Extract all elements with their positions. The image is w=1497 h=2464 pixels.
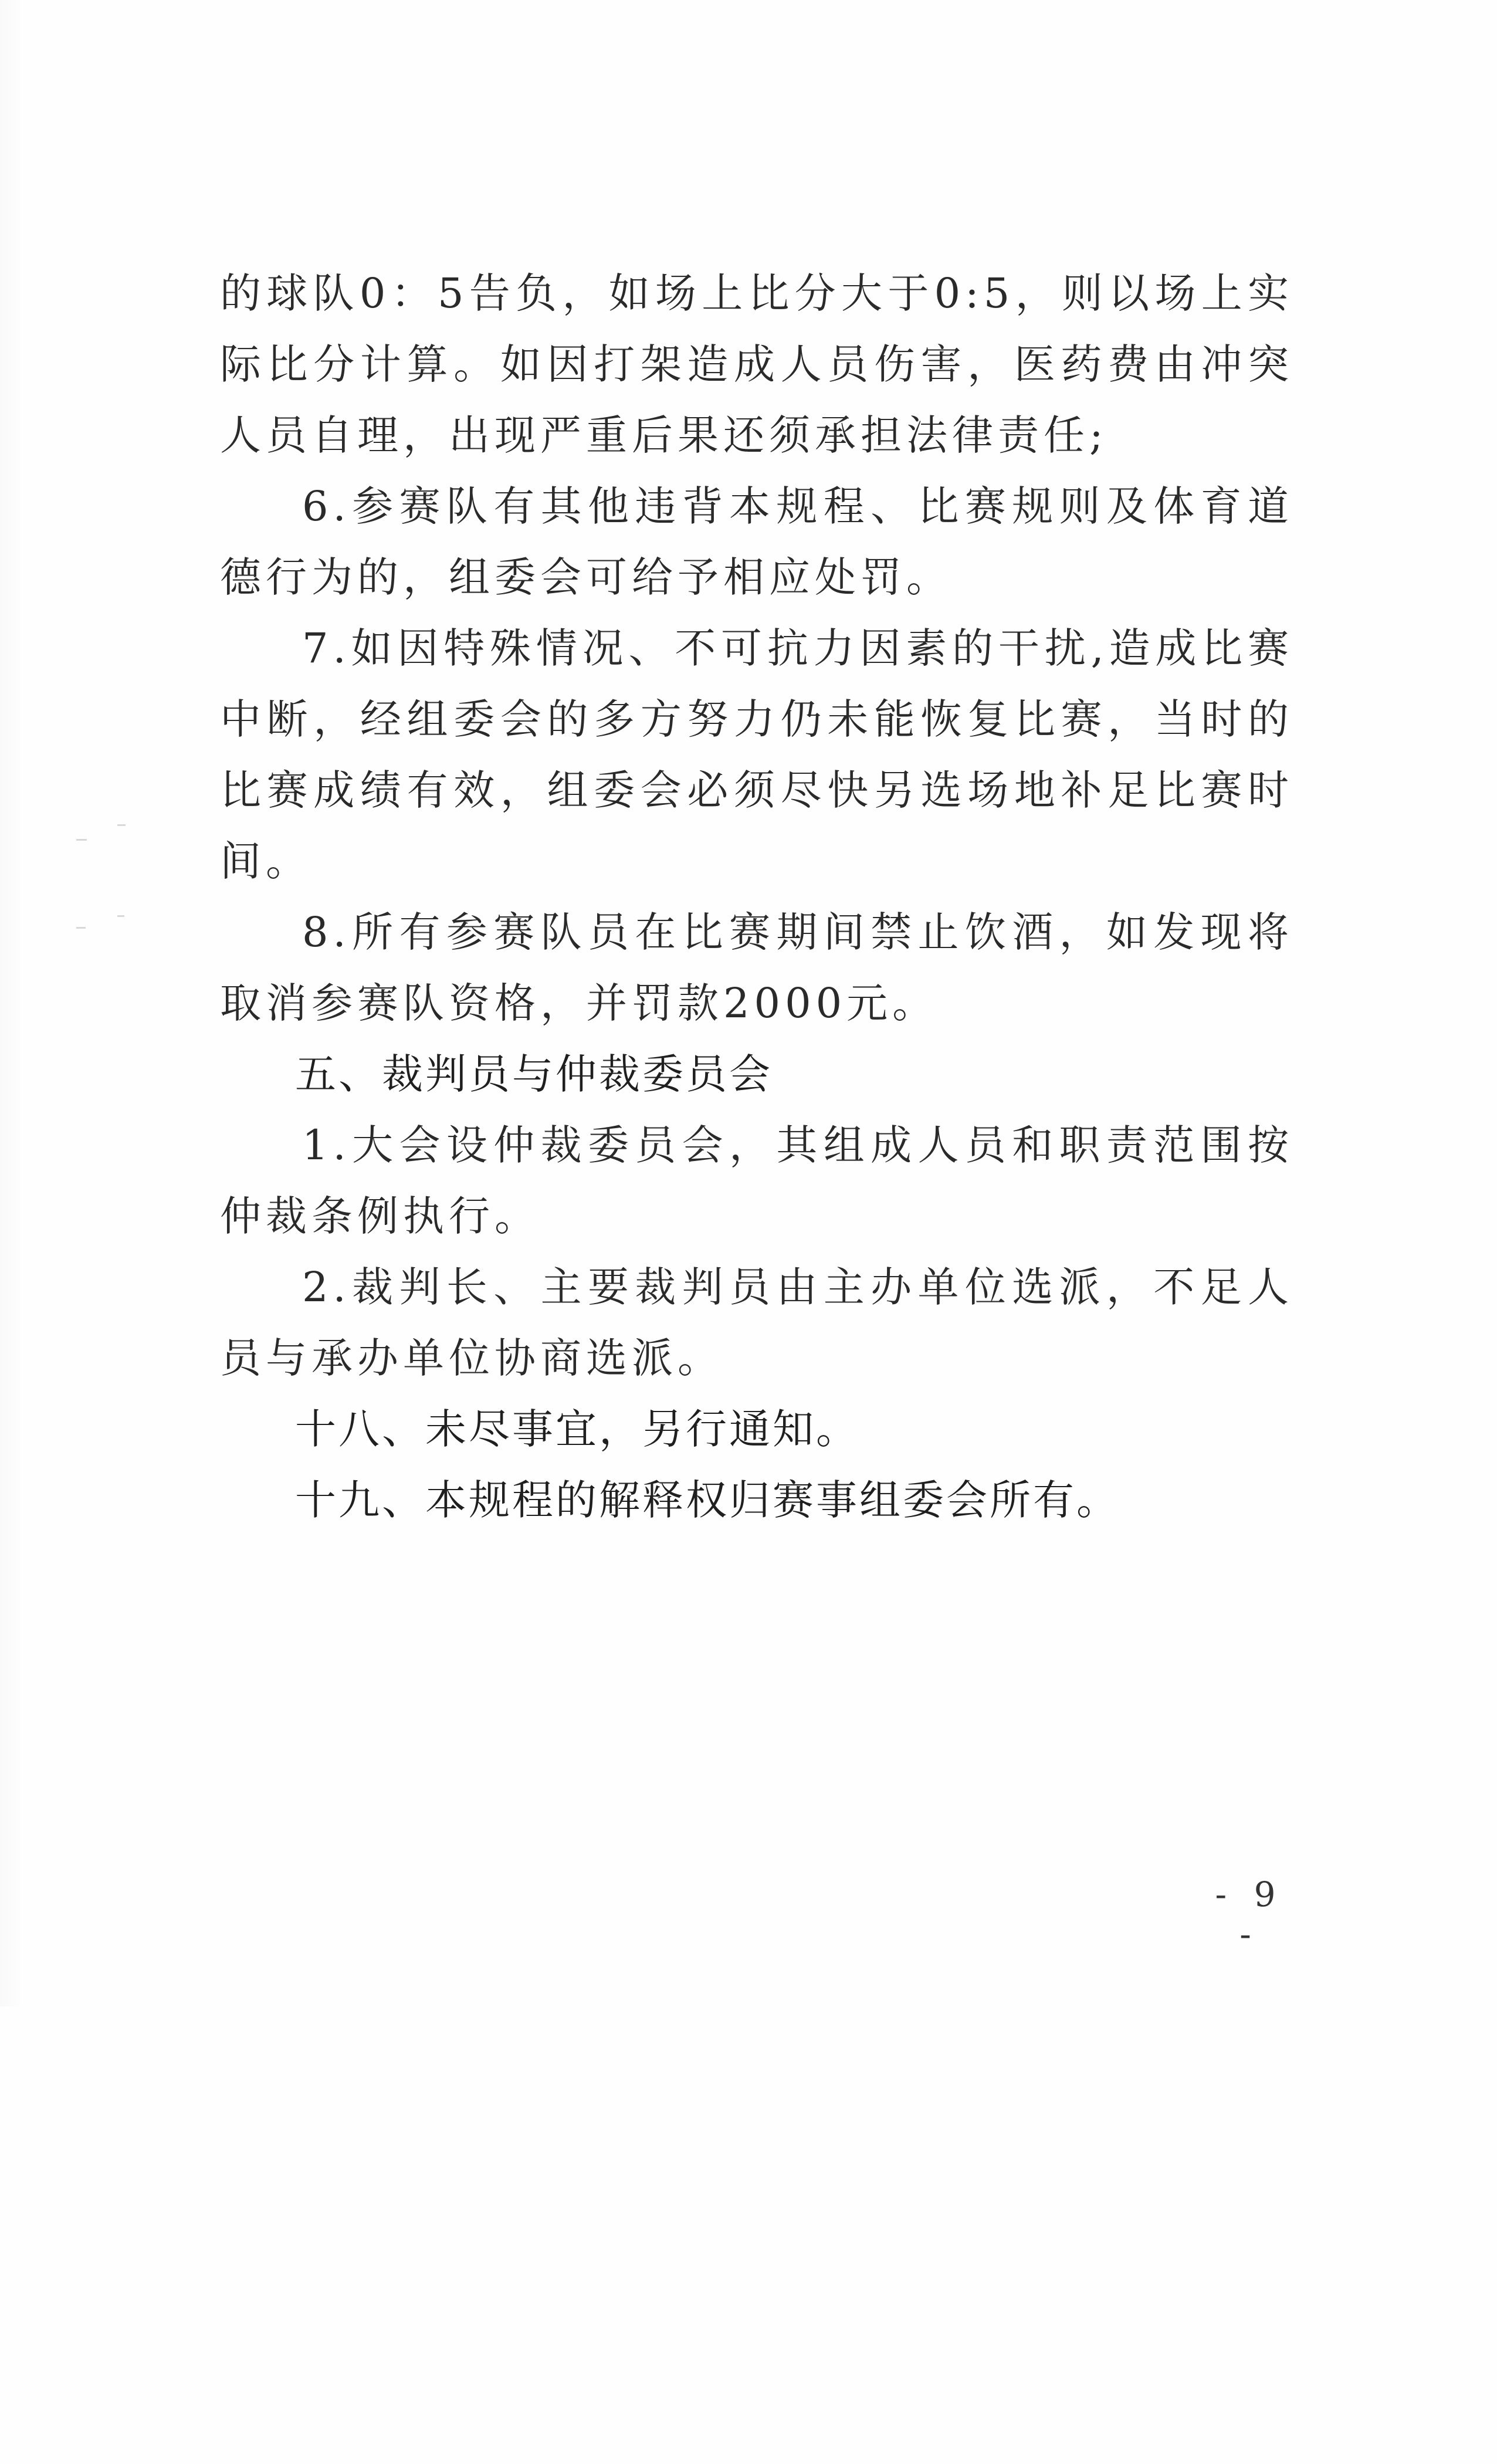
paragraph-item-6: 6.参赛队有其他违背本规程、比赛规则及体育道德行为的，组委会可给予相应处罚。 — [220, 482, 1293, 601]
scan-mark — [117, 824, 126, 826]
paragraph-item-1: 1.大会设仲裁委员会，其组成人员和职责范围按仲裁条例执行。 — [220, 1121, 1293, 1240]
scan-mark — [76, 839, 87, 841]
paragraph-item-8: 8.所有参赛队员在比赛期间禁止饮酒，如发现将取消参赛队资格，并罚款2000元。 — [220, 908, 1293, 1027]
page-number: - 9 - — [1215, 1874, 1284, 1954]
paragraph-item-2: 2.裁判长、主要裁判员由主办单位选派，不足人员与承办单位协商选派。 — [220, 1263, 1293, 1382]
section-heading-19: 十九、本规程的解释权归赛事组委会所有。 — [295, 1476, 1120, 1524]
section-heading-referees: 五、裁判员与仲裁委员会 — [295, 1050, 773, 1098]
paragraph-continuation: 的球队0：5告负，如场上比分大于0:5，则以场上实际比分计算。如因打架造成人员伤害，医药费由冲突人员自理，出现严重后果还须承担法律责任; — [220, 269, 1293, 459]
body-text — [220, 258, 1293, 1536]
scan-edge-shadow — [0, 0, 23, 2006]
scan-mark — [117, 915, 124, 917]
section-heading-18: 十八、未尽事宜，另行通知。 — [295, 1405, 859, 1453]
paragraph-item-7: 7.如因特殊情况、不可抗力因素的干扰,造成比赛中断，经组委会的多方努力仍未能恢复比赛，当时的比赛成绩有效，组委会必须尽快另选场地补足比赛时间。 — [220, 624, 1293, 885]
scan-mark — [76, 927, 86, 929]
